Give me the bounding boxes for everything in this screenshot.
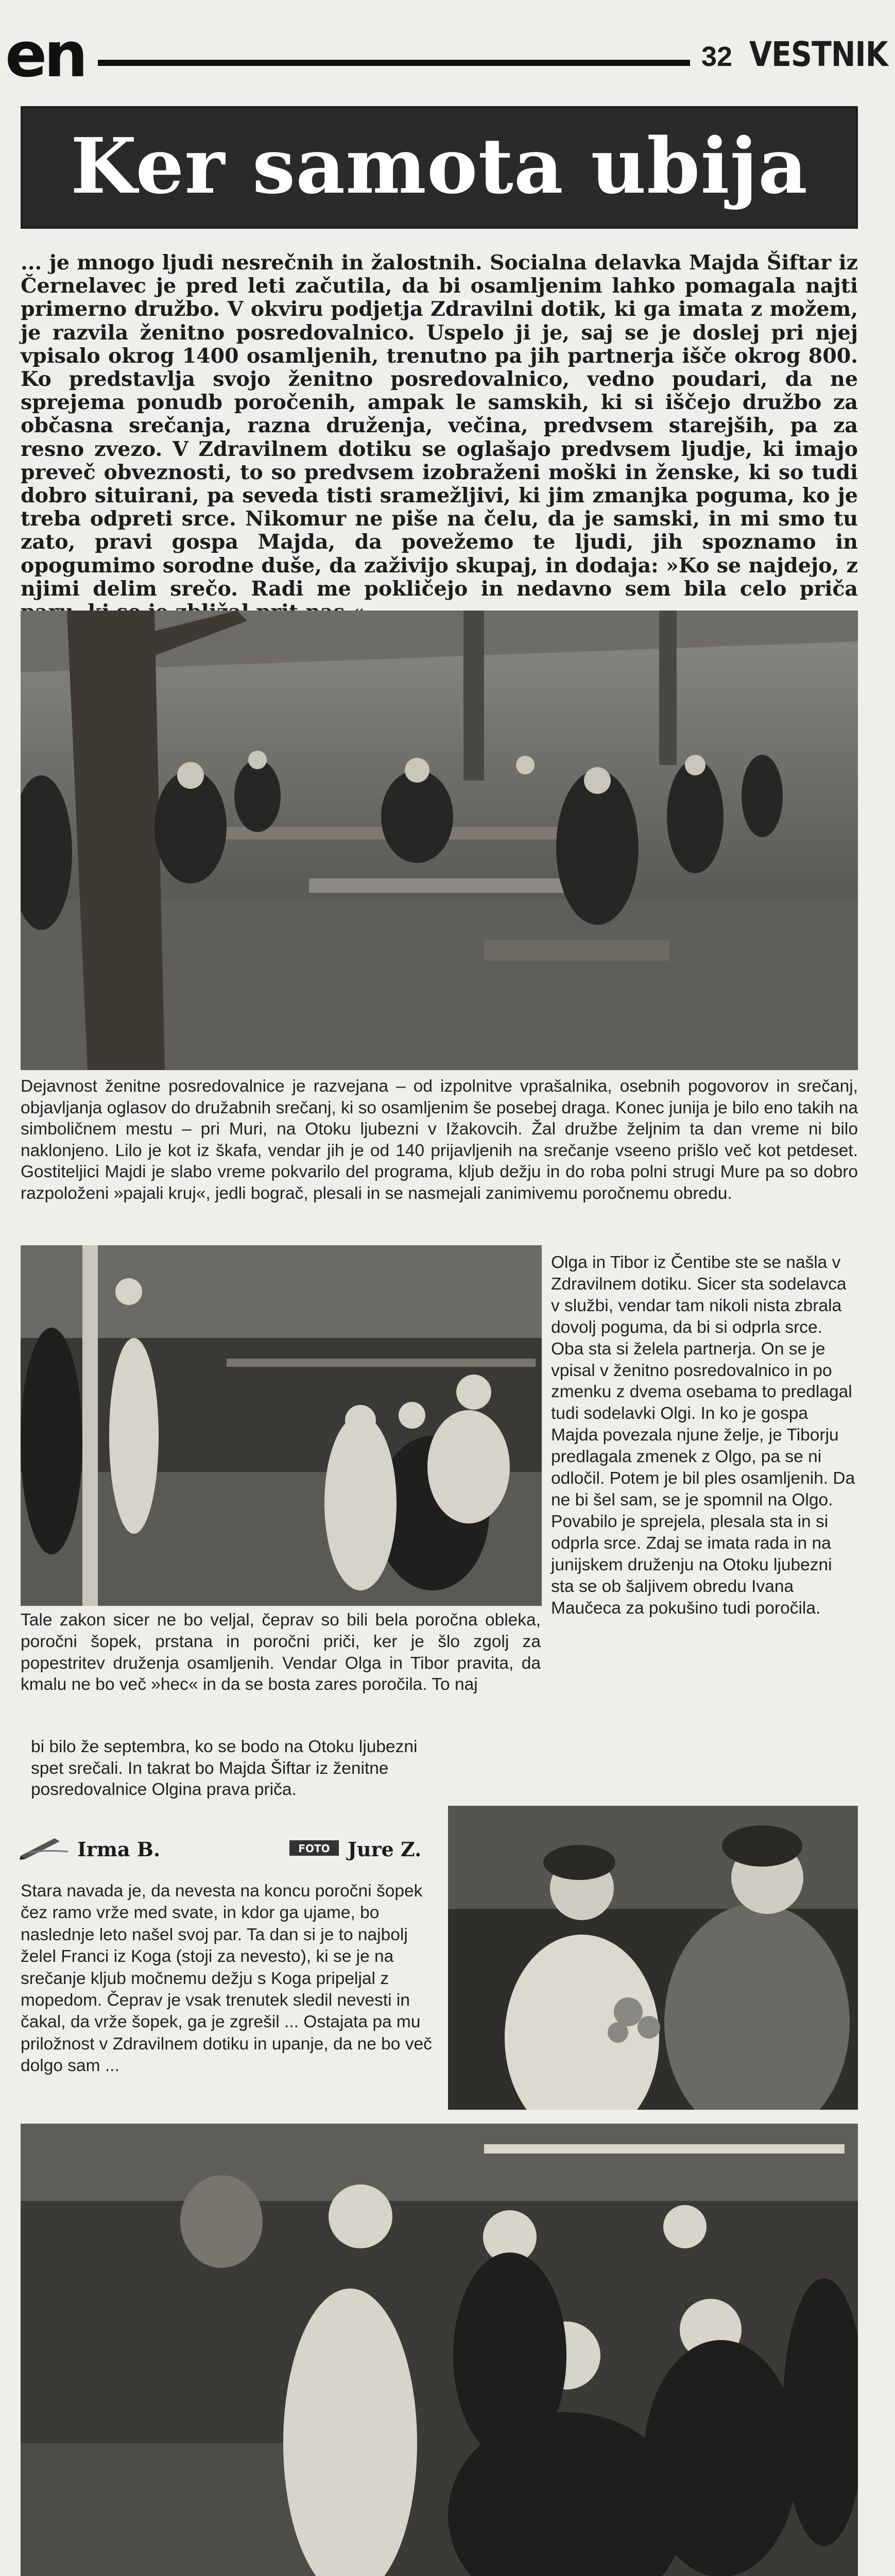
masthead-rule	[98, 60, 690, 66]
story-olga-tibor: Olga in Tibor iz Čentibe ste se našla v Zdravilnem dotiku. Sicer sta sodelavca v službi, vendar tam nikoli nista zbrala dovolj poguma, da bi si odprla srce. Oba sta si želela partnerja. On se je vpisal v ženitno posredovalnico in po zmenku z dvema osebama to predlagal tudi sodelavki Olgi. In ko je gospa Majda povezala njune želje, je Tiborju predlagala zmenek z Olgo, pa se ni odločil. Potem je bil ples osamljenih. Da ne bi šel sam, se je spomnil na Olgo. Povabilo je sprejela, plesala sta in si odprla srce. Zdaj se imata rada in na junijskem druženju na Otoku ljubezni sta se ob šaljivem obredu Ivana Maučeca za pokušino tudi poročila.	[551, 1253, 855, 1618]
byline-photographer: Jure Z.	[348, 1838, 422, 1861]
story-continuation-end: bi bilo že septembra, ko se bodo na Otoku ljubezni spet srečali. In takrat bo Majda Šiftar iz ženitne posredovalnice Olgina prava priča.	[31, 1737, 418, 1799]
photo-mock-wedding	[21, 1245, 542, 1606]
article-title: Ker samota ubija ...	[70, 121, 808, 330]
byline-author: Irma B.	[77, 1838, 161, 1861]
story-bouquet: Stara navada je, da nevesta na koncu poročni šopek čez ramo vrže med svate, in kdor ga ujame, bo naslednje leto našel svoj par. Ta dan si je to najbolj želel Franci iz Koga (stoji za nevesto), ki se je na srečanje kljub močnemu dežju s Koga pripeljal z mopedom. Čeprav je vsak trenutek sledil nevesti in čakal, da vrže šopek, ga je zgrešil ... Ostajata pa mu priložnost v Zdravilnem dotiku in upanje, da ne bo več dolgo sam ...	[21, 1882, 432, 2076]
photo-gathering-pavilion	[21, 611, 858, 1070]
pen-icon	[19, 1834, 70, 1860]
story-continuation: Tale zakon sicer ne bo veljal, čeprav so bili bela poročna obleka, poročni šopek, prstana in poročni priči, ker je šlo zgolj za popestritev druženja osamljenih. Vendar Olga in Tibor pravita, da kmalu ne bo več »hec« in da se bosta zares poročila. To naj	[21, 1611, 541, 1694]
caption-gathering: Dejavnost ženitne posredovalnice je razvejana – od izpolnitve vprašalnika, osebnih pogovorov in srečanj, objavljanja oglasov do družabnih srečanj, ki so osamljenim še posebej draga. Konec junija je bilo eno takih na simboličnem mestu – pri Muri, na Otoku ljubezni v Ižakovcih. Žal družbe željnim ta dan vreme ni bilo naklonjeno. Lilo je kot iz škafa, vendar jih je od 140 prijavljenih na srečanje vseeno prišlo več kot petdeset. Gostiteljici Majdi je slabo vreme pokvarilo del programa, kljub dežju in do roba polni strugi Mure pa so dobro razpoloženi »pajali kruj«, jedli bograč, plesali in se nasmejali zanimivemu poročnemu obredu.	[21, 1077, 858, 1203]
photo-credit-mark: FOTO	[298, 1842, 330, 1855]
photo-group-celebration	[21, 2124, 858, 2576]
section-logo: en	[5, 20, 85, 91]
page-number: 32	[701, 41, 733, 72]
photo-bride-bouquet	[448, 1806, 858, 2110]
article-lead: ... je mnogo ljudi nesrečnih in žalostnih. Socialna delavka Majda Šiftar iz Černelavec je pred leti začutila, da bi osamljenim lahko pomagala najti primerno družbo. V okviru podjetja Zdravilni dotik, ki ga imata z možem, je razvila ženitno posredovalnico. Uspelo ji je, saj se je doslej pri njej vpisalo okrog 1400 osamljenih, trenutno pa jih partnerja išče okrog 800. Ko predstavlja svojo ženitno posredovalnico, vedno poudari, da ne sprejema ponudb poročenih, ampak le samskih, ki si iščejo družbo za občasna srečanja, razna druženja, večina, predvsem starejših, pa za resno zvezo. V Zdravilnem dotiku se oglašajo predvsem ljudje, ki imajo preveč obveznosti, to so predvsem izobraženi moški in ženske, ki so tudi dobro situirani, pa seveda tisti sramežljivi, ki jim zmanjka poguma, ko je treba odpreti srce. Nikomur ne piše na čelu, da je samski, in mi smo tu zato, pravi gospa Majda, da povežemo te ljudi, jih spoznamo in opogumimo sorodne duše, da zaživijo skupaj, in dodaja: »Ko se najdejo, z njimi delim srečo. Radi me pokličejo in nedavno sem bila celo priča	[21, 251, 858, 601]
publication-name: VESTNIK	[749, 35, 888, 74]
camera-icon	[288, 1838, 340, 1857]
